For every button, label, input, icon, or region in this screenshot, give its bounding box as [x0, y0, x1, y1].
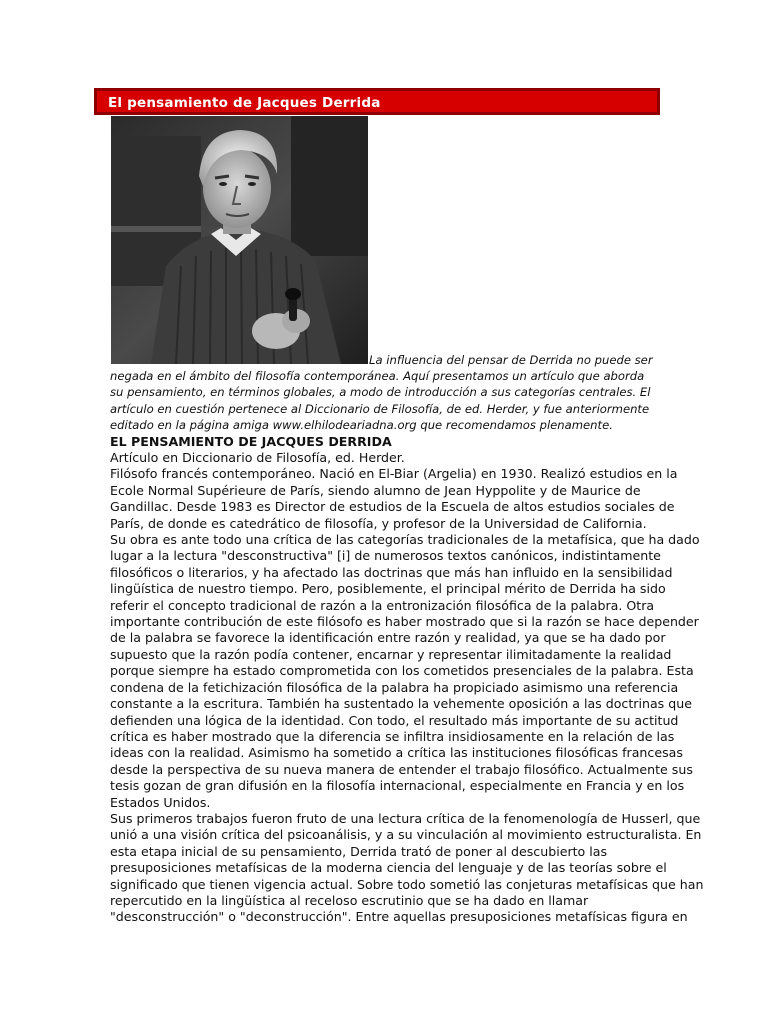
article-heading: EL PENSAMIENTO DE JACQUES DERRIDA [110, 434, 392, 449]
body-line: crítica es haber mostrado que la diferencia se infiltra insidiosamente en la relación de las [110, 728, 675, 744]
body-line: filosóficos o literarios, y ha afectado las doctrinas que más han influido en la sensibilidad [110, 564, 673, 580]
body-line: constante a la escritura. También ha sustentado la vehemente oposición a las doctrinas que [110, 696, 692, 712]
body-line: presuposiciones metafísicas de la moderna ciencia del lenguaje y de las teorías sobre el [110, 860, 667, 876]
body-line: esta etapa inicial de su pensamiento, Derrida trató de poner al descubierto las [110, 843, 608, 859]
title-bar [94, 88, 660, 115]
page-title: El pensamiento de Jacques Derrida [108, 95, 381, 111]
body-line: Su obra es ante todo una crítica de las categorías tradicionales de la metafísica, que ha dado [110, 532, 700, 548]
body-line: importante contribución de este filósofo es haber mostrado que si la razón se hace depender [110, 614, 699, 630]
body-line: unió a una visión crítica del psicoanálisis, y a su vinculación al movimiento estructuralista. En [110, 827, 702, 843]
body-line: lugar a la lectura "desconstructiva" [i] de numerosos textos canónicos, indistintamente [110, 548, 661, 564]
body-line: Artículo en Diccionario de Filosofía, ed. Herder. [110, 450, 405, 465]
body-line: de la palabra se favorece la identificación entre razón y realidad, ya que se ha dado por [110, 630, 666, 646]
body-line: Ecole Normal Supérieure de París, siendo alumno de Jean Hyppolite y de Maurice de [110, 482, 641, 498]
body-line: repercutido en la lingüística al receloso escrutinio que se ha dado en llamar [110, 892, 589, 908]
body-line: referir el concepto tradicional de razón a la entronización filosófica de la palabra. Otra [110, 597, 655, 613]
photo-caption [110, 368, 660, 434]
body-line: Filósofo francés contemporáneo. Nació en El-Biar (Argelia) en 1930. Realizó estudios en la [110, 466, 678, 482]
body-line: "desconstrucción" o "deconstrucción". Entre aquellas presuposiciones metafísicas figura en [110, 909, 688, 925]
body-line: Sus primeros trabajos fueron fruto de una lectura crítica de la fenomenología de Husserl, que [110, 810, 701, 826]
caption-line: artículo en cuestión pertenece al Diccionario de Filosofía, de ed. Herder, y fue anteriormente [110, 401, 650, 416]
body-line: desde la perspectiva de su nueva manera de entender el trabajo filosófico. Actualmente sus [110, 761, 693, 777]
body-line: Gandillac. Desde 1983 es Director de estudios de la Escuela de altos estudios sociales de [110, 499, 675, 515]
body-line: supuesto que la razón podía contener, encarnar y representar ilimitadamente la realidad [110, 646, 672, 662]
caption-first-line: La influencia del pensar de Derrida no puede ser [369, 353, 653, 367]
body-line: porque siempre ha estado comprometida con los cometidos presenciales de la palabra. Esta [110, 663, 694, 679]
article-body [110, 450, 704, 926]
portrait-photo [111, 116, 368, 364]
caption-line: editado en la página amiga www.elhilodeariadna.org que recomendamos plenamente. [110, 418, 613, 433]
body-line: condena de la fetichización filosófica de la palabra ha propiciado asimismo una referencia [110, 679, 679, 695]
body-line: lingüística de nuestro tiempo. Pero, posiblemente, el principal mérito de Derrida ha sido [110, 581, 666, 597]
body-line: tesis gozan de gran difusión en la filosofía internacional, especialmente en Francia y en los [110, 778, 685, 794]
body-line: ideas con la realidad. Asimismo ha sometido a crítica las instituciones filosóficas francesas [110, 745, 683, 761]
body-line: París, de donde es catedrático de filosofía, y profesor de la Universidad de California. [110, 515, 647, 531]
body-line: defienden una lógica de la identidad. Con todo, el resultado más importante de su actitud [110, 712, 679, 728]
body-line: significado que tienen vigencia actual. Sobre todo sometió las conjeturas metafísicas que han [110, 876, 704, 892]
caption-line: su pensamiento, en términos globales, a modo de introducción a sus categorías centrales. El [110, 385, 651, 400]
body-line: Estados Unidos. [110, 794, 211, 810]
caption-line: negada en el ámbito del filosofía contemporánea. Aquí presentamos un artículo que aborda [110, 369, 645, 383]
portrait-illustration [111, 116, 368, 364]
